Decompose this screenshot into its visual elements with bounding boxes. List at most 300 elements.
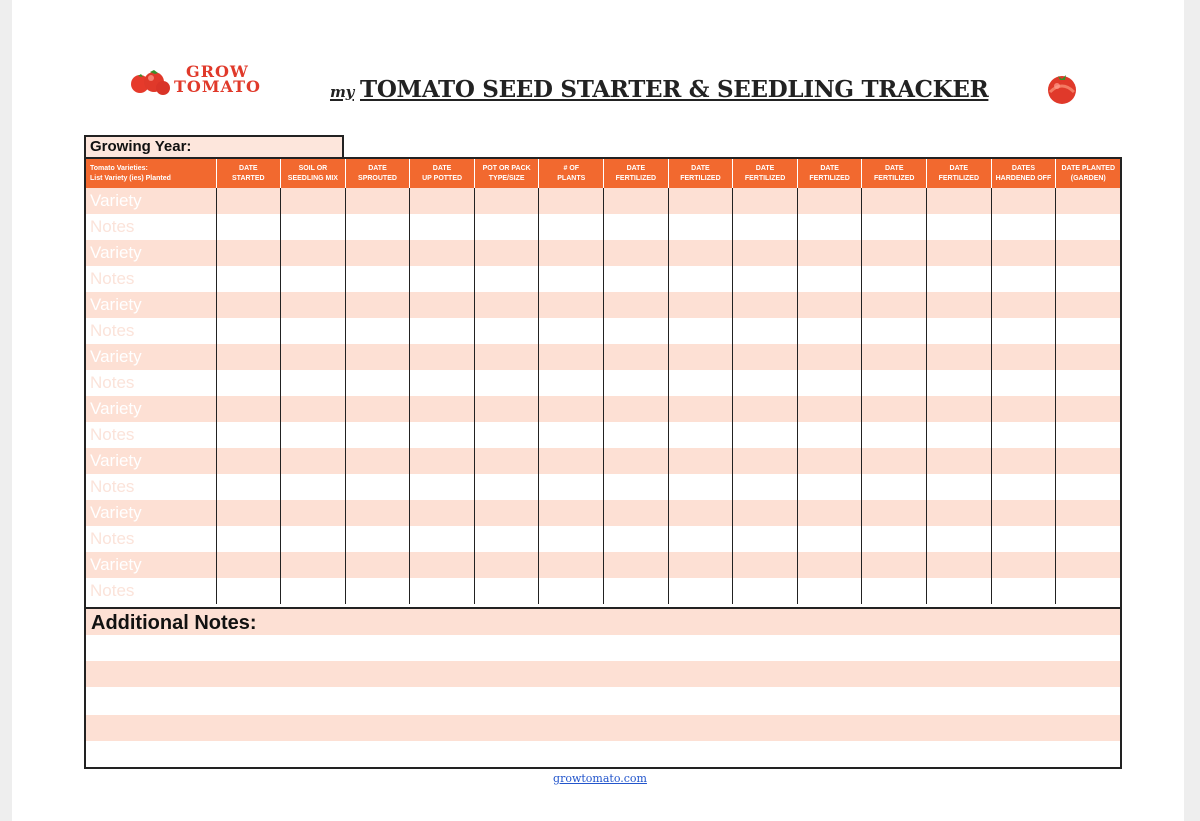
entry-cell[interactable] <box>797 448 862 474</box>
entry-cell[interactable] <box>281 500 346 526</box>
entry-cell[interactable] <box>474 214 539 240</box>
entry-cell[interactable] <box>539 370 604 396</box>
entry-cell[interactable] <box>281 214 346 240</box>
entry-cell[interactable] <box>216 396 281 422</box>
entry-cell[interactable] <box>410 526 475 552</box>
entry-cell[interactable] <box>668 370 733 396</box>
entry-cell[interactable] <box>539 240 604 266</box>
entry-cell[interactable] <box>604 578 669 604</box>
entry-cell[interactable] <box>474 318 539 344</box>
entry-cell[interactable] <box>539 188 604 214</box>
header-line: DATE <box>949 164 969 172</box>
entry-cell[interactable] <box>668 526 733 552</box>
header-line: POT OR PACK <box>482 164 531 172</box>
row-label-cell[interactable]: Variety <box>86 240 216 266</box>
entry-cell[interactable] <box>733 578 798 604</box>
column-header <box>345 159 410 188</box>
entry-cell[interactable] <box>410 214 475 240</box>
entry-cell[interactable] <box>474 578 539 604</box>
entry-cell[interactable] <box>539 552 604 578</box>
entry-cell[interactable] <box>927 448 992 474</box>
entry-cell[interactable] <box>345 474 410 500</box>
entry-cell[interactable] <box>668 344 733 370</box>
row-label-cell[interactable]: Notes <box>86 214 216 240</box>
header-line: FERTILIZED <box>809 174 850 182</box>
tracker-table <box>84 157 1122 609</box>
entry-cell[interactable] <box>797 396 862 422</box>
entry-cell[interactable] <box>797 188 862 214</box>
header-line: # OF <box>563 164 580 172</box>
table-row <box>86 370 1120 396</box>
row-label-cell[interactable]: Variety <box>86 188 216 214</box>
header-line: SEEDLING MIX <box>287 174 338 182</box>
entry-cell[interactable] <box>797 526 862 552</box>
entry-cell[interactable] <box>927 266 992 292</box>
entry-cell[interactable] <box>991 396 1056 422</box>
header-line: FERTILIZED <box>874 174 915 182</box>
table-row <box>86 214 1120 240</box>
tomato-logo-icon <box>128 68 172 100</box>
entry-cell[interactable] <box>862 240 927 266</box>
entry-cell[interactable] <box>991 526 1056 552</box>
entry-cell[interactable] <box>668 448 733 474</box>
entry-cell[interactable] <box>991 552 1056 578</box>
entry-cell[interactable] <box>927 318 992 344</box>
entry-cell[interactable] <box>797 422 862 448</box>
entry-cell[interactable] <box>991 500 1056 526</box>
tracker-body <box>86 188 1120 604</box>
entry-cell[interactable] <box>927 188 992 214</box>
entry-cell[interactable] <box>216 344 281 370</box>
entry-cell[interactable] <box>668 266 733 292</box>
header-line: DATES <box>1011 164 1036 172</box>
entry-cell[interactable] <box>281 344 346 370</box>
entry-cell[interactable] <box>862 396 927 422</box>
entry-cell[interactable] <box>539 526 604 552</box>
entry-cell[interactable] <box>474 474 539 500</box>
row-label-cell[interactable]: Notes <box>86 526 216 552</box>
entry-cell[interactable] <box>797 370 862 396</box>
entry-cell[interactable] <box>862 578 927 604</box>
row-label-cell[interactable]: Variety <box>86 396 216 422</box>
entry-cell[interactable] <box>474 422 539 448</box>
header-line: FERTILIZED <box>615 174 657 182</box>
row-label-cell[interactable]: Variety <box>86 448 216 474</box>
entry-cell[interactable] <box>733 318 798 344</box>
entry-cell[interactable] <box>668 318 733 344</box>
column-header <box>862 159 927 188</box>
row-label-cell[interactable]: Notes <box>86 370 216 396</box>
entry-cell[interactable] <box>1056 240 1121 266</box>
table-header-row <box>86 159 1120 188</box>
entry-cell[interactable] <box>474 266 539 292</box>
column-header <box>1056 159 1121 188</box>
entry-cell[interactable] <box>410 422 475 448</box>
entry-cell[interactable] <box>604 266 669 292</box>
entry-cell[interactable] <box>474 448 539 474</box>
entry-cell[interactable] <box>539 422 604 448</box>
entry-cell[interactable] <box>1056 448 1121 474</box>
table-row <box>86 474 1120 500</box>
entry-cell[interactable] <box>797 552 862 578</box>
entry-cell[interactable] <box>604 214 669 240</box>
entry-cell[interactable] <box>862 370 927 396</box>
entry-cell[interactable] <box>345 578 410 604</box>
title-text: TOMATO SEED STARTER & SEEDLING TRACKER <box>360 76 989 103</box>
header-line: PLANTS <box>557 174 586 182</box>
entry-cell[interactable] <box>216 266 281 292</box>
entry-cell[interactable] <box>604 240 669 266</box>
entry-cell[interactable] <box>604 552 669 578</box>
entry-cell[interactable] <box>991 422 1056 448</box>
entry-cell[interactable] <box>927 214 992 240</box>
entry-cell[interactable] <box>668 474 733 500</box>
table-row <box>86 240 1120 266</box>
entry-cell[interactable] <box>991 474 1056 500</box>
header-line: DATE <box>755 164 775 172</box>
column-header <box>216 159 281 188</box>
entry-cell[interactable] <box>991 578 1056 604</box>
entry-cell[interactable] <box>927 552 992 578</box>
entry-cell[interactable] <box>474 500 539 526</box>
column-header <box>604 159 669 188</box>
entry-cell[interactable] <box>927 344 992 370</box>
entry-cell[interactable] <box>733 292 798 318</box>
entry-cell[interactable] <box>539 500 604 526</box>
header-line: DATE <box>239 164 258 172</box>
column-header <box>474 159 539 188</box>
row-label-cell[interactable]: Notes <box>86 318 216 344</box>
entry-cell[interactable] <box>345 344 410 370</box>
entry-cell[interactable] <box>474 240 539 266</box>
entry-cell[interactable] <box>345 292 410 318</box>
entry-cell[interactable] <box>668 422 733 448</box>
entry-cell[interactable] <box>345 422 410 448</box>
entry-cell[interactable] <box>281 448 346 474</box>
entry-cell[interactable] <box>862 422 927 448</box>
entry-cell[interactable] <box>1056 266 1121 292</box>
entry-cell[interactable] <box>733 240 798 266</box>
entry-cell[interactable] <box>862 448 927 474</box>
entry-cell[interactable] <box>345 526 410 552</box>
entry-cell[interactable] <box>927 370 992 396</box>
entry-cell[interactable] <box>668 188 733 214</box>
entry-cell[interactable] <box>991 188 1056 214</box>
entry-cell[interactable] <box>733 526 798 552</box>
header-line: List Variety (ies) Planted <box>90 174 171 182</box>
logo-text <box>174 64 261 94</box>
logo-line-tomato: TOMATO <box>174 77 261 96</box>
entry-cell[interactable] <box>281 266 346 292</box>
entry-cell[interactable] <box>281 318 346 344</box>
entry-cell[interactable] <box>927 578 992 604</box>
entry-cell[interactable] <box>797 214 862 240</box>
entry-cell[interactable] <box>1056 292 1121 318</box>
entry-cell[interactable] <box>474 292 539 318</box>
header-line: DATE <box>884 164 904 172</box>
entry-cell[interactable] <box>281 578 346 604</box>
entry-cell[interactable] <box>345 500 410 526</box>
entry-cell[interactable] <box>474 344 539 370</box>
entry-cell[interactable] <box>797 578 862 604</box>
row-label-cell[interactable]: Variety <box>86 552 216 578</box>
column-header <box>539 159 604 188</box>
row-label-cell[interactable]: Notes <box>86 578 216 604</box>
entry-cell[interactable] <box>281 188 346 214</box>
entry-cell[interactable] <box>991 240 1056 266</box>
entry-cell[interactable] <box>281 552 346 578</box>
entry-cell[interactable] <box>862 188 927 214</box>
entry-cell[interactable] <box>410 266 475 292</box>
header-line: FERTILIZED <box>744 174 786 182</box>
entry-cell[interactable] <box>862 474 927 500</box>
footer-link[interactable]: growtomato.com <box>553 772 647 785</box>
entry-cell[interactable] <box>474 188 539 214</box>
entry-cell[interactable] <box>1056 214 1121 240</box>
entry-cell[interactable] <box>668 552 733 578</box>
entry-cell[interactable] <box>474 396 539 422</box>
entry-cell[interactable] <box>604 500 669 526</box>
entry-cell[interactable] <box>733 474 798 500</box>
entry-cell[interactable] <box>733 422 798 448</box>
entry-cell[interactable] <box>410 578 475 604</box>
page-title <box>330 76 989 103</box>
entry-cell[interactable] <box>345 188 410 214</box>
entry-cell[interactable] <box>733 448 798 474</box>
entry-cell[interactable] <box>733 344 798 370</box>
entry-cell[interactable] <box>539 448 604 474</box>
entry-cell[interactable] <box>539 344 604 370</box>
entry-cell[interactable] <box>733 552 798 578</box>
entry-cell[interactable] <box>797 500 862 526</box>
entry-cell[interactable] <box>604 318 669 344</box>
entry-cell[interactable] <box>862 526 927 552</box>
entry-cell[interactable] <box>797 240 862 266</box>
entry-cell[interactable] <box>927 396 992 422</box>
entry-cell[interactable] <box>216 526 281 552</box>
entry-cell[interactable] <box>797 292 862 318</box>
table-row <box>86 578 1120 604</box>
entry-cell[interactable] <box>991 370 1056 396</box>
entry-cell[interactable] <box>927 240 992 266</box>
entry-cell[interactable] <box>474 526 539 552</box>
table-row <box>86 266 1120 292</box>
entry-cell[interactable] <box>604 448 669 474</box>
entry-cell[interactable] <box>797 474 862 500</box>
entry-cell[interactable] <box>410 344 475 370</box>
entry-cell[interactable] <box>927 500 992 526</box>
entry-cell[interactable] <box>345 318 410 344</box>
entry-cell[interactable] <box>216 318 281 344</box>
row-label-cell[interactable]: Notes <box>86 422 216 448</box>
column-header <box>797 159 862 188</box>
header-line: FERTILIZED <box>680 174 721 182</box>
tomato-icon <box>1042 70 1082 106</box>
entry-cell[interactable] <box>991 214 1056 240</box>
entry-cell[interactable] <box>410 500 475 526</box>
entry-cell[interactable] <box>668 578 733 604</box>
entry-cell[interactable] <box>474 370 539 396</box>
row-label-cell[interactable]: Variety <box>86 344 216 370</box>
entry-cell[interactable] <box>539 318 604 344</box>
entry-cell[interactable] <box>345 370 410 396</box>
entry-cell[interactable] <box>862 500 927 526</box>
entry-cell[interactable] <box>862 266 927 292</box>
additional-notes-area[interactable] <box>84 607 1122 769</box>
entry-cell[interactable] <box>281 240 346 266</box>
entry-cell[interactable] <box>281 370 346 396</box>
entry-cell[interactable] <box>927 526 992 552</box>
entry-cell[interactable] <box>733 266 798 292</box>
entry-cell[interactable] <box>410 188 475 214</box>
entry-cell[interactable] <box>991 344 1056 370</box>
entry-cell[interactable] <box>604 422 669 448</box>
entry-cell[interactable] <box>345 240 410 266</box>
entry-cell[interactable] <box>539 578 604 604</box>
entry-cell[interactable] <box>281 474 346 500</box>
entry-cell[interactable] <box>216 552 281 578</box>
entry-cell[interactable] <box>216 448 281 474</box>
entry-cell[interactable] <box>733 500 798 526</box>
entry-cell[interactable] <box>1056 396 1121 422</box>
header-line: DATE <box>432 164 452 172</box>
entry-cell[interactable] <box>604 526 669 552</box>
entry-cell[interactable] <box>991 448 1056 474</box>
entry-cell[interactable] <box>668 500 733 526</box>
entry-cell[interactable] <box>668 240 733 266</box>
entry-cell[interactable] <box>216 292 281 318</box>
header-line: (GARDEN) <box>1070 174 1106 182</box>
entry-cell[interactable] <box>733 214 798 240</box>
entry-cell[interactable] <box>345 448 410 474</box>
entry-cell[interactable] <box>474 552 539 578</box>
entry-cell[interactable] <box>668 214 733 240</box>
header-line: DATE <box>820 164 839 172</box>
entry-cell[interactable] <box>733 396 798 422</box>
entry-cell[interactable] <box>991 318 1056 344</box>
entry-cell[interactable] <box>604 370 669 396</box>
entry-cell[interactable] <box>604 474 669 500</box>
notes-band <box>86 661 1120 687</box>
entry-cell[interactable] <box>281 292 346 318</box>
entry-cell[interactable] <box>668 396 733 422</box>
entry-cell[interactable] <box>862 552 927 578</box>
entry-cell[interactable] <box>1056 526 1121 552</box>
row-label-cell[interactable]: Variety <box>86 500 216 526</box>
entry-cell[interactable] <box>668 292 733 318</box>
entry-cell[interactable] <box>604 292 669 318</box>
entry-cell[interactable] <box>410 318 475 344</box>
entry-cell[interactable] <box>216 474 281 500</box>
entry-cell[interactable] <box>604 188 669 214</box>
entry-cell[interactable] <box>991 292 1056 318</box>
entry-cell[interactable] <box>216 578 281 604</box>
entry-cell[interactable] <box>539 266 604 292</box>
growing-year-field[interactable] <box>84 135 344 157</box>
column-header <box>733 159 798 188</box>
entry-cell[interactable] <box>216 422 281 448</box>
entry-cell[interactable] <box>604 344 669 370</box>
entry-cell[interactable] <box>1056 500 1121 526</box>
header-line: DATE <box>626 164 646 172</box>
row-label-cell[interactable]: Notes <box>86 474 216 500</box>
entry-cell[interactable] <box>1056 578 1121 604</box>
entry-cell[interactable] <box>410 292 475 318</box>
entry-cell[interactable] <box>410 552 475 578</box>
entry-cell[interactable] <box>1056 422 1121 448</box>
header-line: DATE PLANTED <box>1061 164 1116 172</box>
column-header <box>410 159 475 188</box>
entry-cell[interactable] <box>410 448 475 474</box>
entry-cell[interactable] <box>797 318 862 344</box>
entry-cell[interactable] <box>410 240 475 266</box>
entry-cell[interactable] <box>1056 344 1121 370</box>
entry-cell[interactable] <box>345 552 410 578</box>
entry-cell[interactable] <box>539 214 604 240</box>
entry-cell[interactable] <box>733 370 798 396</box>
entry-cell[interactable] <box>216 188 281 214</box>
entry-cell[interactable] <box>345 266 410 292</box>
entry-cell[interactable] <box>1056 370 1121 396</box>
entry-cell[interactable] <box>410 396 475 422</box>
table-row <box>86 396 1120 422</box>
entry-cell[interactable] <box>345 396 410 422</box>
entry-cell[interactable] <box>862 318 927 344</box>
entry-cell[interactable] <box>927 422 992 448</box>
table-row <box>86 500 1120 526</box>
entry-cell[interactable] <box>733 188 798 214</box>
entry-cell[interactable] <box>862 214 927 240</box>
entry-cell[interactable] <box>991 266 1056 292</box>
entry-cell[interactable] <box>216 214 281 240</box>
row-label-cell[interactable]: Notes <box>86 266 216 292</box>
table-row <box>86 448 1120 474</box>
entry-cell[interactable] <box>1056 318 1121 344</box>
title-prefix: my <box>330 83 354 101</box>
header-line: FERTILIZED <box>938 174 980 182</box>
entry-cell[interactable] <box>216 370 281 396</box>
column-header-varieties <box>86 159 216 188</box>
entry-cell[interactable] <box>281 526 346 552</box>
entry-cell[interactable] <box>410 370 475 396</box>
entry-cell[interactable] <box>1056 188 1121 214</box>
entry-cell[interactable] <box>539 396 604 422</box>
entry-cell[interactable] <box>862 344 927 370</box>
entry-cell[interactable] <box>862 292 927 318</box>
entry-cell[interactable] <box>410 474 475 500</box>
table-row <box>86 422 1120 448</box>
entry-cell[interactable] <box>797 344 862 370</box>
row-label-cell[interactable]: Variety <box>86 292 216 318</box>
entry-cell[interactable] <box>604 396 669 422</box>
entry-cell[interactable] <box>345 214 410 240</box>
table-row <box>86 344 1120 370</box>
entry-cell[interactable] <box>216 500 281 526</box>
entry-cell[interactable] <box>216 240 281 266</box>
notes-band <box>86 715 1120 741</box>
entry-cell[interactable] <box>927 474 992 500</box>
entry-cell[interactable] <box>539 292 604 318</box>
entry-cell[interactable] <box>1056 474 1121 500</box>
header-line: SPROUTED <box>358 174 397 182</box>
entry-cell[interactable] <box>927 292 992 318</box>
entry-cell[interactable] <box>539 474 604 500</box>
entry-cell[interactable] <box>281 422 346 448</box>
header-line: UP POTTED <box>422 174 463 182</box>
entry-cell[interactable] <box>281 396 346 422</box>
entry-cell[interactable] <box>797 266 862 292</box>
entry-cell[interactable] <box>1056 552 1121 578</box>
